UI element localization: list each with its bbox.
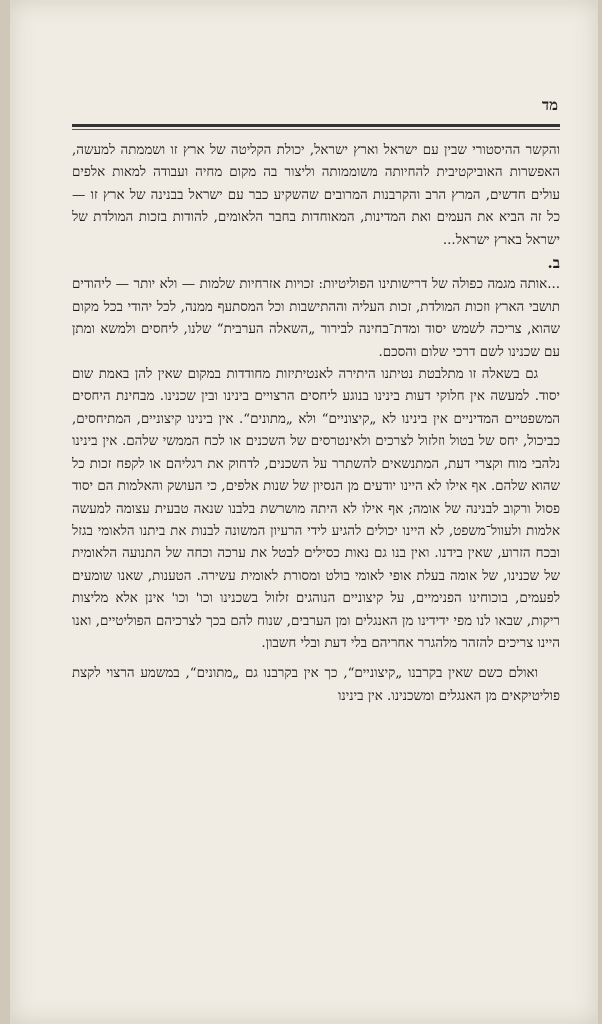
header-rule-thin xyxy=(72,129,560,130)
page-header xyxy=(72,96,560,130)
section-mark: ב. xyxy=(547,254,560,273)
paragraph-2: גם בשאלה זו מתלבטת נטיתנו היתירה לאנטיתיזות מחודדות במקום שאין להן באמת שום יסוד. למעשה אין חלוקי דעות בינינו בנוגע ליחסים הרצויים בינינו ובין שכנינו. מבחינת היחסים המשפטיים המדיניים אין בינינו לא „קיצוניים“ ולא „מתונים“. אין בינינו קיצוניים, המתיחסים, כביכול, יחס של בטול וזלזול לצרכים ולאינטרסים של השכנים או לכח הממשי שלהם. אין בינינו נלהבי מוח וקצרי דעת, המתנשאים להשתרר על השכנים, לדחוק את רגליהם או לקפח זכות כל שהוא שלהם. אף אילו לא היינו יודעים מן הנסיון של שנות אלפים, כי העושק והאלמות הם יסוד פסול ורקוב לבנינה של אומה; אף אילו לא היתה מושרשת בלבנו שנאה טבעית עצומה למעשה אלמות ולעוול־משפט, לא היינו יכולים להגיע לידי הרעיון המשונה לבנות את ביתנו הלאומי בגזל ובכח הזרוע, שאין בידנו. ואין בנו גם נאות כסילים לבטל את ערכה וכחה של התנועה הלאומית של שכנינו, של אומה בעלת אופי לאומי בולט ומסורת לאומית עשירה. הטענות, שאנו שומעים לפעמים, בוכוחינו הפנימיים, על קיצוניים הנוהגים זלזול בשכנינו וכו' וכו' אינן אלא מליצות ריקות, שבאו לנו מפי ידידינו מן האנגלים ומן הערבים, שנוח להם בכך לצרכיהם הפוליטיים, ואנו היינו צריכים להזהר מלהגרר אחריהם בלי דעת ובלי חשבון. xyxy=(72,367,560,651)
intro-paragraph: והקשר ההיסטורי שבין עם ישראל וארץ ישראל, יכולת הקליטה של ארץ זו ושממתה למעשה, האפשרות האוביקטיבית להחיותה משוממותה וליצור בה מקום מחיה ועבודה למאות אלפים עולים חדשים, המרץ הרב והקרבנות המרובים שהשקיע כבר עם ישראל בבנינה של ארץ זו — כל זה הביא את העמים ואת המדינות, המאוחדות בחבר הלאומים, להודות בזכות המולדת של ישראל בארץ ישראל... xyxy=(72,143,560,248)
paragraph-1: ...אותה מגמה כפולה של דרישותינו הפוליטיות: זכויות אזרחיות שלמות — ולא יותר — ליהודים תושבי הארץ וזכות המולדת, זכות העליה וההתישבות וכל המסתעף ממנה, לכל יהודי בכל מקום שהוא, צריכה לשמש יסוד ומדת־בחינה לבירור „השאלה הערבית“ שלנו, ליחסים ולמשא ומתן עם שכנינו לשם דרכי שלום והסכם. xyxy=(72,277,560,360)
page-number: מד xyxy=(541,96,558,114)
paragraph-3: ואולם כשם שאין בקרבנו „קיצוניים“, כך אין בקרבנו גם „מתונים“, במשמע הרצוי לקצת פוליטיקאים מן האנגלים ומשכנינו. אין בינינו xyxy=(72,666,560,704)
header-rule-thick xyxy=(72,124,560,127)
book-page xyxy=(10,0,598,1024)
page-body xyxy=(72,140,560,708)
